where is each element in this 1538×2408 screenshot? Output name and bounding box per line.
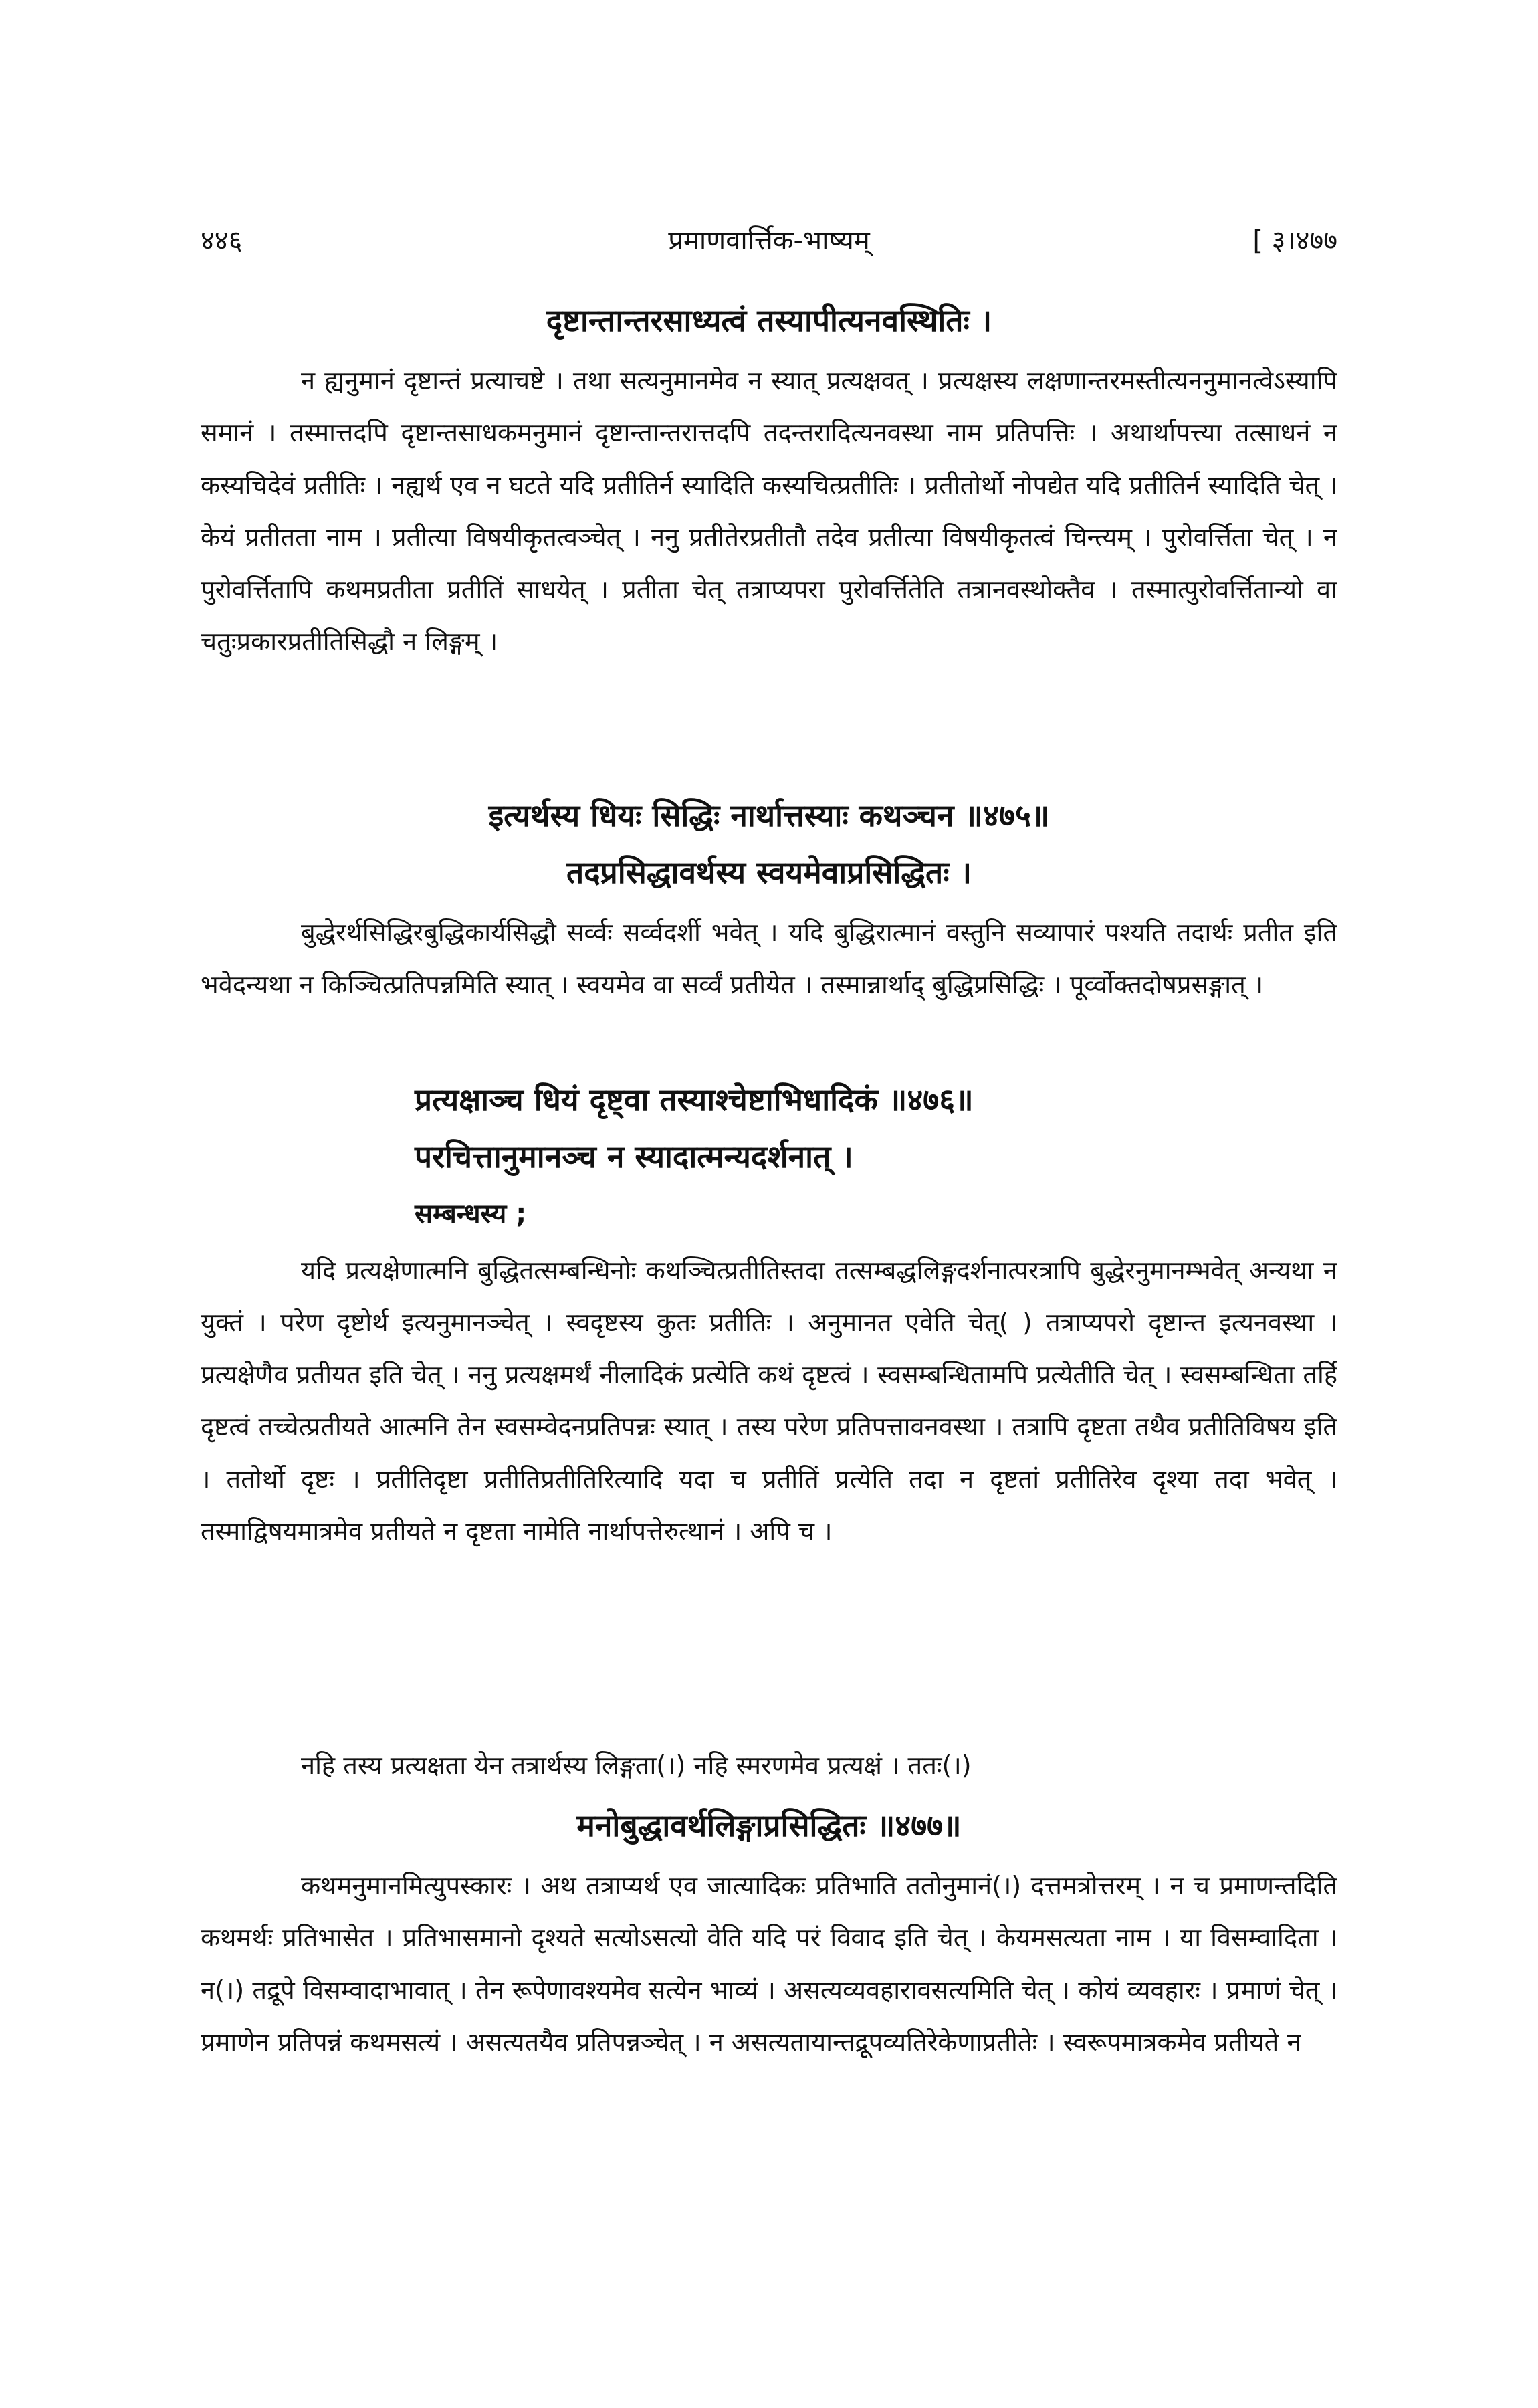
verse-heading: प्रत्यक्षाञ्च धियं दृष्ट्वा तस्याश्चेष्टाभिधादिकं ॥४७६॥ bbox=[415, 1082, 974, 1118]
commentary-paragraph: कथमनुमानमित्युपस्कारः । अथ तत्राप्यर्थ एव जात्यादिकः प्रतिभाति ततोनुमानं(।) दत्तमत्रोत्तरम् । न च प्रमाणन्तदिति कथमर्थः प्रतिभासेत । प्रतिभासमानो दृश्यते सत्योऽसत्यो वेति यदि परं विवाद इति चेत् । केयमसत्यता नाम । या विसम्वादिता । न(।) तद्रूपे विसम्वादाभावात् । तेन रूपेणावश्यमेव सत्येन भाव्यं । असत्यव्यवहारावसत्यमिति चेत् । कोयं व्यवहारः । प्रमाणं चेत् । प्रमाणेन प्रतिपन्नं कथमसत्यं । असत्यतयैव प्रतिपन्नञ्चेत् । न असत्यतायान्तद्रूपव्यतिरेकेणाप्रतीतेः । स्वरूपमात्रकमेव प्रतीयते न bbox=[201, 1871, 1337, 2057]
commentary-paragraph: बुद्धेरर्थसिद्धिरबुद्धिकार्यसिद्धौ सर्व्वः सर्व्वदर्शी भवेत् । यदि बुद्धिरात्मानं वस्तुनि सव्यापारं पश्यति तदार्थः प्रतीत इति भवेदन्यथा न किञ्चित्प्रतिपन्नमिति स्यात् । स्वयमेव वा सर्व्वं प्रतीयेत । तस्मान्नार्थाद् बुद्धिप्रसिद्धिः । पूर्व्वोक्तदोषप्रसङ्गात् । bbox=[201, 918, 1337, 999]
verse-heading: तदप्रसिद्धावर्थस्य स्वयमेवाप्रसिद्धितः । bbox=[566, 854, 972, 890]
section-label: सम्बन्धस्य ; bbox=[415, 1199, 527, 1229]
running-title: प्रमाणवार्त्तिक-भाष्यम् bbox=[668, 225, 870, 256]
verse-heading: मनोबुद्धावर्थलिङ्गाप्रसिद्धितः ॥४७७॥ bbox=[576, 1807, 962, 1843]
verse-heading: परचित्तानुमानञ्च न स्यादात्मन्यदर्शनात् । bbox=[415, 1138, 853, 1175]
verse-heading: दृष्टान्तान्तरसाध्यत्वं तस्यापीत्यनवस्थितिः । bbox=[546, 302, 992, 338]
commentary-line: नहि तस्य प्रत्यक्षता येन तत्रार्थस्य लिङ्गता(।) नहि स्मरणमेव प्रत्यक्षं । ततः(।) bbox=[301, 1750, 972, 1780]
verse-reference: [ ३।४७७ bbox=[1252, 225, 1337, 256]
page-header bbox=[201, 221, 1337, 261]
page-number: ४४६ bbox=[201, 225, 243, 256]
commentary-paragraph: न ह्यनुमानं दृष्टान्तं प्रत्याचष्टे । तथा सत्यनुमानमेव न स्यात् प्रत्यक्षवत् । प्रत्यक्षस्य लक्षणान्तरमस्तीत्यननुमानत्वेऽस्यापि समानं । तस्मात्तदपि दृष्टान्तसाधकमनुमानं दृष्टान्तान्तरात्तदपि तदन्तरादित्यनवस्था नाम प्रतिपत्तिः । अथार्थापत्त्या तत्साधनं न कस्यचिदेवं प्रतीतिः । नह्यर्थ एव न घटते यदि प्रतीतिर्न स्यादिति कस्यचित्प्रतीतिः । प्रतीतोर्थो नोपद्येत यदि प्रतीतिर्न स्यादिति चेत् । केयं प्रतीतता नाम । प्रतीत्या विषयीकृतत्वञ्चेत् । ननु प्रतीतेरप्रतीतौ तदेव प्रतीत्या विषयीकृतत्वं चिन्त्यम् । पुरोवर्त्तिता चेत् । न पुरोवर्त्तितापि कथमप्रतीता प्रतीतिं साधयेत् । प्रतीता चेत् तत्राप्यपरा पुरोवर्त्तितेति तत्रानवस्थोक्तैव । तस्मात्पुरोवर्त्तितान्यो वा चतुःप्रकारप्रतीतिसिद्धौ न लिङ्गम् । bbox=[201, 366, 1337, 656]
commentary-paragraph: यदि प्रत्यक्षेणात्मनि बुद्धितत्सम्बन्धिनोः कथञ्चित्प्रतीतिस्तदा तत्सम्बद्धलिङ्गदर्शनात्परत्रापि बुद्धेरनुमानम्भवेत् अन्यथा न युक्तं । परेण दृष्टोर्थ इत्यनुमानञ्चेत् । स्वदृष्टस्य कुतः प्रतीतिः । अनुमानत एवेति चेत्( ) तत्राप्यपरो दृष्टान्त इत्यनवस्था । प्रत्यक्षेणैव प्रतीयत इति चेत् । ननु प्रत्यक्षमर्थं नीलादिकं प्रत्येति कथं दृष्टत्वं । स्वसम्बन्धितामपि प्रत्येतीति चेत् । स्वसम्बन्धिता तर्हि दृष्टत्वं तच्चेत्प्रतीयते आत्मनि तेन स्वसम्वेदनप्रतिपन्नः स्यात् । तस्य परेण प्रतिपत्तावनवस्था । तत्रापि दृष्टता तथैव प्रतीतिविषय इति । ततोर्थो दृष्टः । प्रतीतिदृष्टा प्रतीतिप्रतीतिरित्यादि यदा च प्रतीतिं प्रत्येति तदा न दृष्टतां प्रतीतिरेव दृश्या तदा भवेत् । तस्माद्विषयमात्रमेव प्रतीयते न दृष्टता नामेति नार्थापत्तेरुत्थानं । अपि च । bbox=[201, 1256, 1337, 1546]
verse-heading: इत्यर्थस्य धियः सिद्धिः नार्थात्तस्याः कथञ्चन ॥४७५॥ bbox=[488, 797, 1050, 833]
